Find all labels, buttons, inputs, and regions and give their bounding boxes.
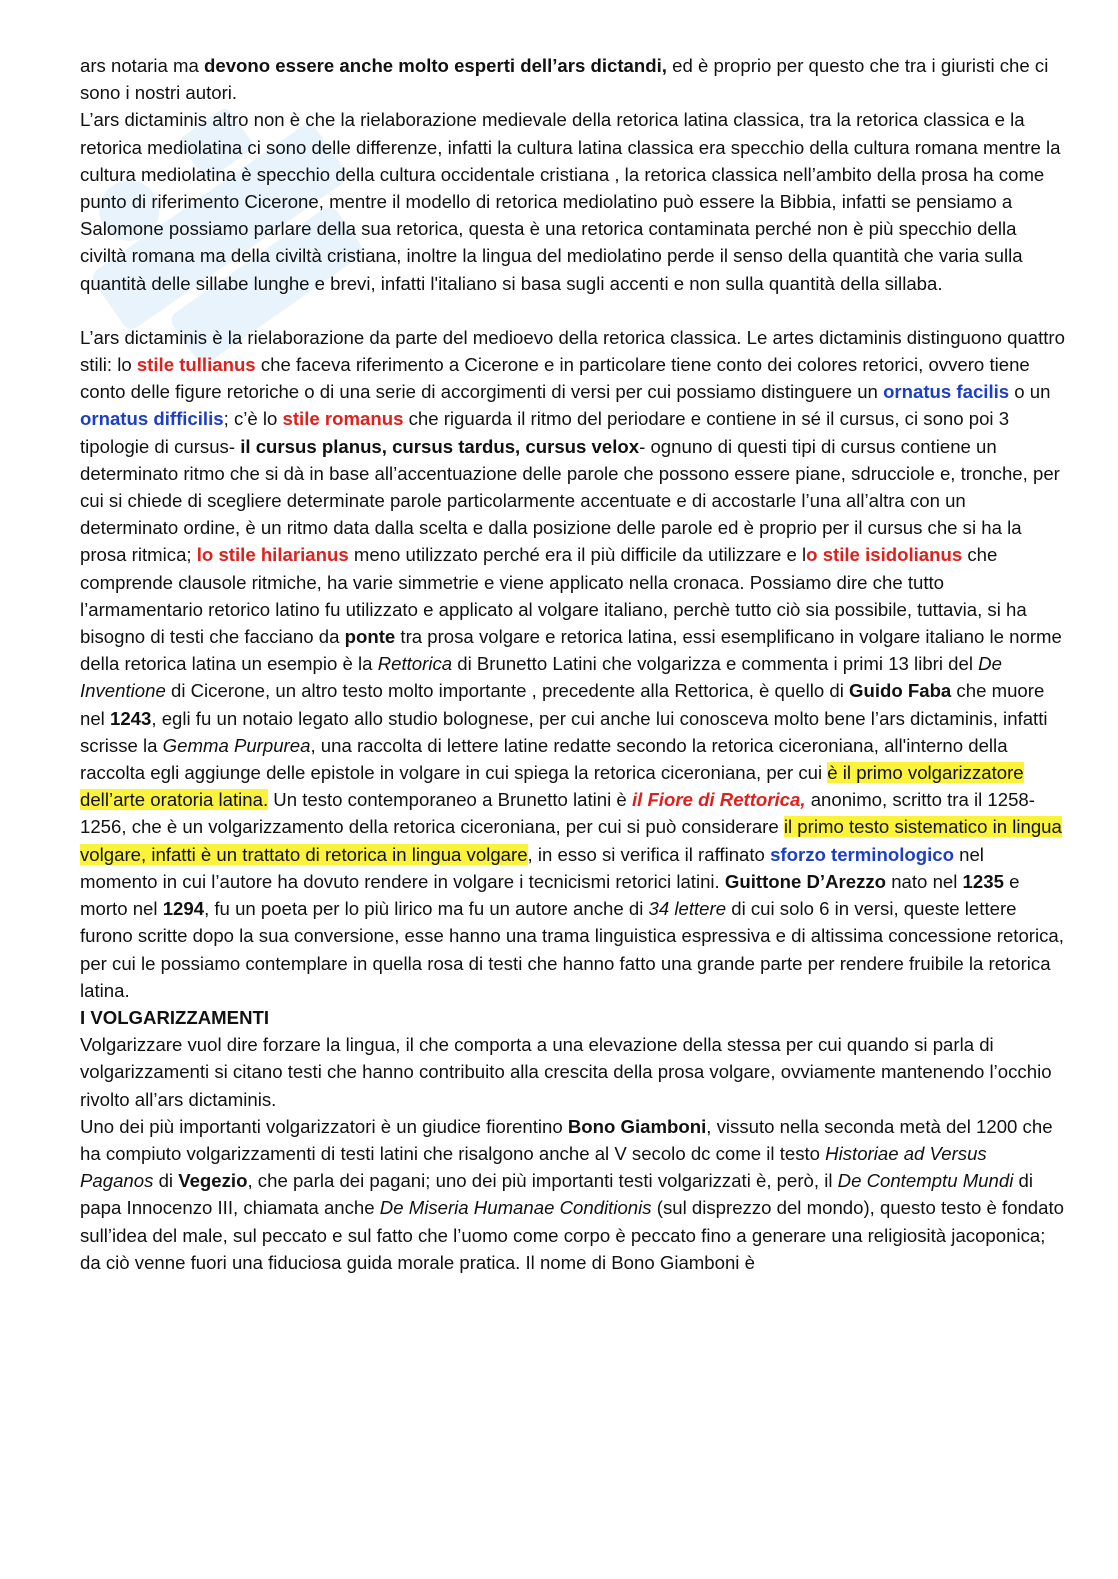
paragraph-1: ars notaria ma devono essere anche molto esperti dell’ars dictandi, ed è proprio per questo che tra i giuristi che ci sono i nostri autori. [80, 55, 1049, 104]
paragraph-gap [80, 297, 1065, 324]
paragraph-5: Uno dei più importanti volgarizzatori è un giudice fiorentino Bono Giamboni, vissuto nella seconda metà del 1200 che ha compiuto volgarizzamenti di testi latini che risalgono anche al V secolo dc come il testo Historiae ad Versus Paganos di Vegezio, che parla dei pagani; uno dei più importanti testi volgarizzati è, però, il De Contemptu Mundi di papa Innocenzo III, chiamata anche De Miseria Humanae Conditionis (sul disprezzo del mondo), questo testo è fondato sull’idea del male, sul peccato e sul fatto che l’uomo come corpo è peccato fino a generare una religiosità jacoponica; da ciò venne fuori una fiduciosa guida morale pratica. Il nome di Bono Giamboni è [80, 1115, 1064, 1273]
paragraph-4: Volgarizzare vuol dire forzare la lingua, il che comporta a una elevazione della stessa per cui quando si parla di volgarizzamenti si citano testi che hanno contribuito alla crescita della prosa volgare, ovviamente mantenendo l’occhio rivolto all’ars dictaminis. [80, 1034, 1052, 1110]
document-page [80, 52, 1065, 1276]
paragraph-2: L’ars dictaminis altro non è che la rielaborazione medievale della retorica latina classica, tra la retorica classica e la retorica mediolatina ci sono delle differenze, infatti la cultura latina classica era specchio della cultura romana mentre la cultura mediolatina è specchio della cultura occidentale cristiana , la retorica classica nell’ambito della prosa ha come punto di riferimento Cicerone, mentre il modello di retorica mediolatino può essere la Bibbia, infatti se pensiamo a Salomone possiamo parlare della sua retorica, questa è una retorica contaminata perché non è più specchio della civiltà romana ma della civiltà cristiana, inoltre la lingua del mediolatino perde il senso della quantità che varia sulla quantità delle sillabe lunghe e brevi, infatti l'italiano si basa sugli accenti e non sulla quantità della sillaba. [80, 109, 1061, 294]
section-heading: I VOLGARIZZAMENTI [80, 1006, 270, 1028]
paragraph-3: L’ars dictaminis è la rielaborazione da parte del medioevo della retorica classica. Le artes dictaminis distinguono quattro stili: lo stile tullianus che faceva riferimento a Cicerone e in particolare tiene conto dei colores retorici, ovvero tiene conto delle figure retoriche o di una serie di accorgimenti di versi per cui possiamo distinguere un ornatus facilis o un ornatus difficilis; c’è lo stile romanus che riguarda il ritmo del periodare e contiene in sé il cursus, ci sono poi 3 tipologie di cursus- il cursus planus, cursus tardus, cursus velox- ognuno di questi tipi di cursus contiene un determinato ritmo che si dà in base all’accentuazione delle parole che possono essere piane, sdrucciole e, tronche, per cui si chiede di scegliere determinate parole particolarmente accentuate e di accostarle l’una all’altra con un determinato ordine, è un ritmo data dalla scelta e dalla posizione delle parole ed è proprio per il cursus che si ha la prosa ritmica; lo stile hilarianus meno utilizzato perché era il più difficile da utilizzare e lo stile isidolianus che comprende clausole ritmiche, ha varie simmetrie e viene applicato nella cronaca. Possiamo dire che tutto l’armamentario retorico latino fu utilizzato e applicato al volgare italiano, perchè tutto ciò sia possibile, tuttavia, si ha bisogno di testi che facciano da ponte tra prosa volgare e retorica latina, essi esemplificano in volgare italiano le norme della retorica latina un esempio è la Rettorica di Brunetto Latini che volgarizza e commenta i primi 13 libri del De Inventione di Cicerone, un altro testo molto importante , precedente alla Rettorica, è quello di Guido Faba che muore nel 1243, egli fu un notaio legato allo studio bolognese, per cui anche lui conosceva molto bene l’ars dictaminis, infatti scrisse la Gemma Purpurea, una raccolta di lettere latine redatte secondo la retorica ciceroniana, all'interno della raccolta egli aggiunge delle epistole in volgare in cui spiega la retorica ciceroniana, per cui è il primo volgarizzatore dell’arte oratoria latina. Un testo contemporaneo a Brunetto latini è il Fiore di Rettorica, anonimo, scritto tra il 1258-1256, che è un volgarizzamento della retorica ciceroniana, per cui si può considerare il primo testo sistematico in lingua volgare, infatti è un trattato di retorica in lingua volgare, in esso si verifica il raffinato sforzo terminologico nel momento in cui l’autore ha dovuto rendere in volgare i tecnicismi retorici latini. Guittone D’Arezzo nato nel 1235 e morto nel 1294, fu un poeta per lo più lirico ma fu un autore anche di 34 lettere di cui solo 6 in versi, queste lettere furono scritte dopo la sua conversione, esse hanno una trama linguistica espressiva e di altissima concessione retorica, per cui le possiamo contemplare in quella rosa di testi che hanno fatto una grande parte per rendere fruibile la retorica latina. [80, 326, 1065, 1001]
